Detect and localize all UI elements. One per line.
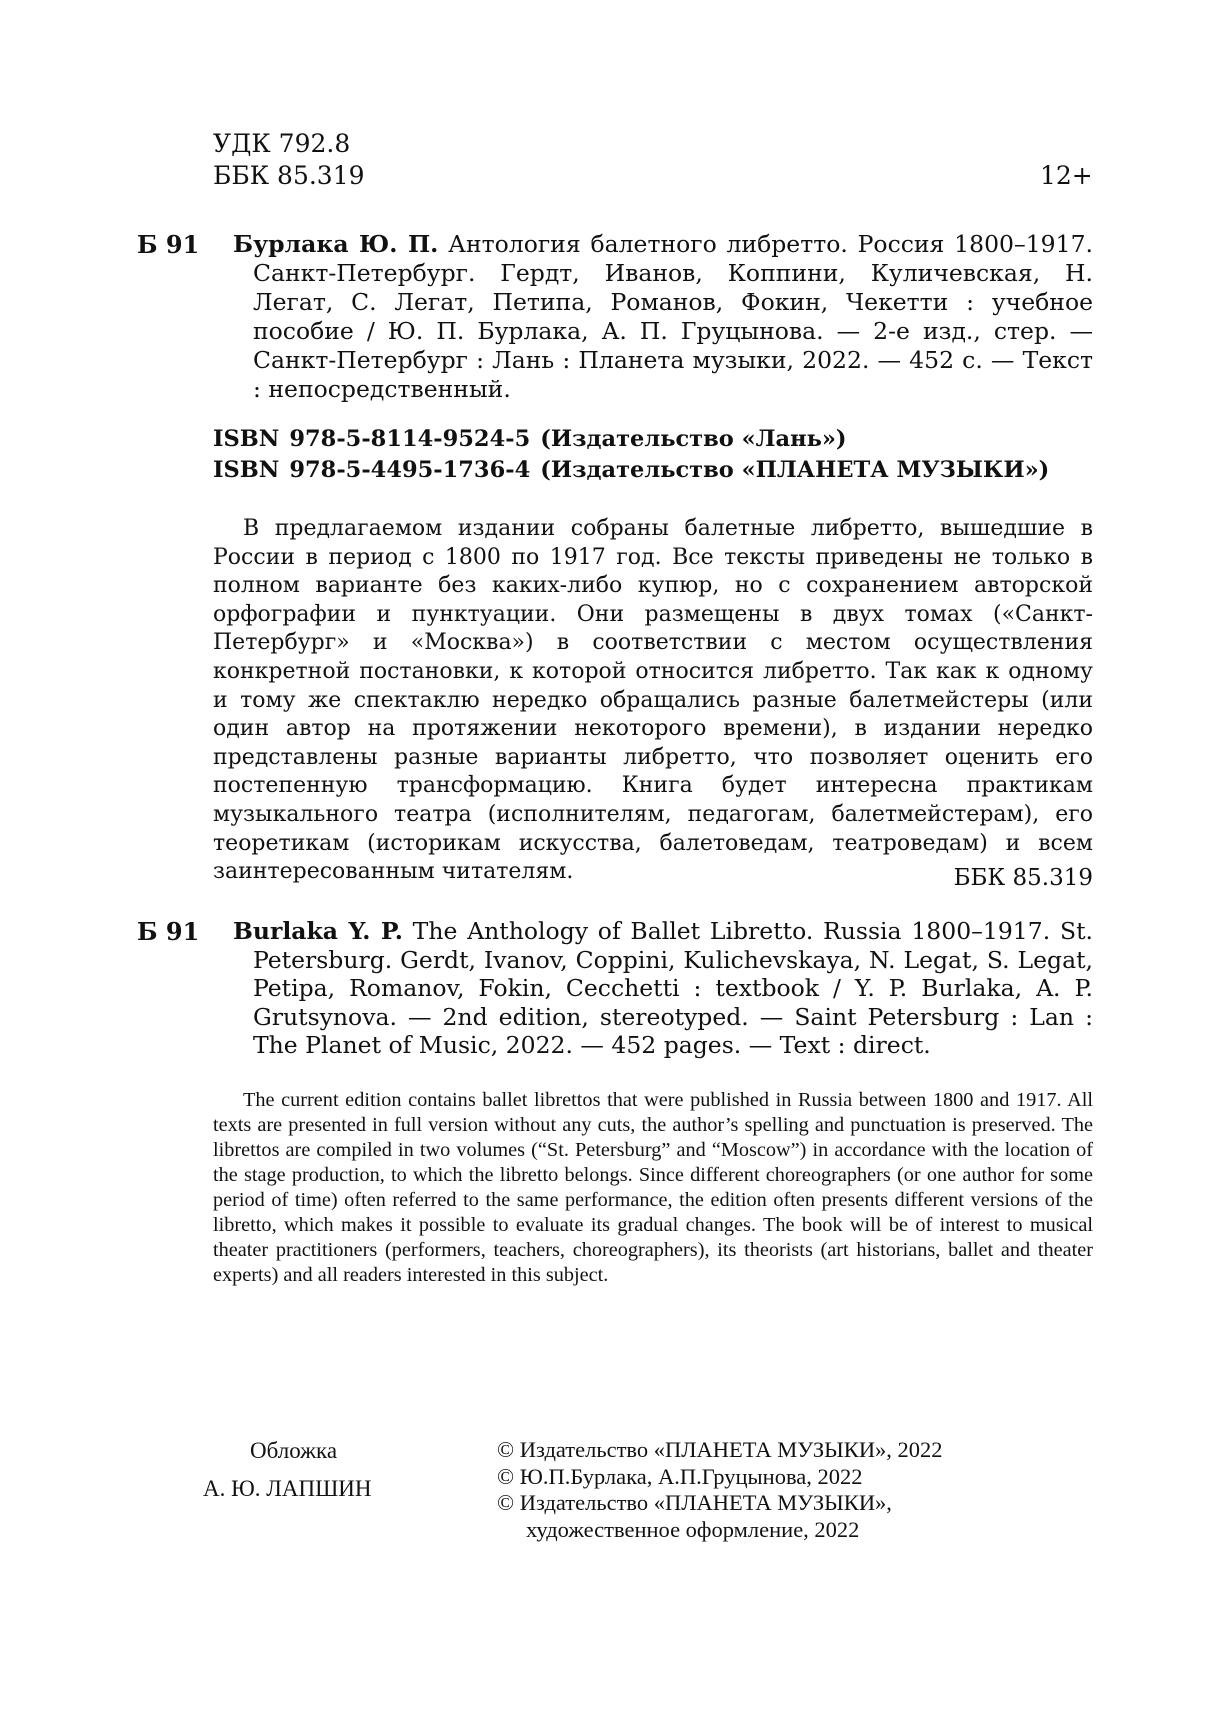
- cover-artist: А. Ю. ЛАПШИН: [203, 1476, 372, 1501]
- author-sign-en: Б 91: [137, 917, 200, 946]
- copyright-notices: [497, 1437, 943, 1543]
- author-sign-ru: Б 91: [137, 230, 200, 259]
- annotation-en: The current edition contains ballet librettos that were published in Russia between 1800 and 1917. All texts are presented in full version without any cuts, the author’s spelling and punctuation is preserved. The librettos are compiled in two volumes (“St. Petersburg” and “Moscow”) in accordance with the location of the stage production, to which the libretto belongs. Since different choreographers (or one author for some period of time) often referred to the same performance, the edition often presents different versions of the libretto, which makes it possible to evaluate its gradual changes. The book will be of interest to musical theater practitioners (performers, teachers, choreographers), its theorists (art historians, ballet and theater experts) and all readers interested in this subject.: [213, 1089, 1093, 1286]
- annotation-ru: В предлагаемом издании собраны балетные либретто, вышедшие в России в период с 1800 по 1917 год. Все тексты приведены не только в полном варианте без каких-либо купюр, но с сохранением авторской орфографии и пунктуации. Они размещены в двух томах («Санкт-Петербург» и «Москва») в соответствии с местом осуществления конкретной постановки, к которой относится либретто. Так как к одному и тому же спектаклю нередко обращались разные балетмейстеры (или один автор на протяжении некоторого времени), в издании нередко представлены разные варианты либретто, что позволяет оценить его постепенную трансформацию. Книга будет интересна практикам музыкального театра (исполнителям, педагогам, балетмейстерам), его теоретикам (историкам искусства, балетоведам, театроведам) и всем заинтересованным читателям.: [213, 516, 1093, 885]
- isbn-line: [213, 424, 1049, 455]
- bbk-code: ББК 85.319: [213, 161, 365, 190]
- cover-label: Обложка: [250, 1438, 338, 1463]
- copyright-line: © Издательство «ПЛАНЕТА МУЗЫКИ», 2022: [497, 1437, 943, 1462]
- bibliographic-entry-en: [233, 917, 1093, 1060]
- copyright-line: © Ю.П.Бурлака, А.П.Груцынова, 2022: [497, 1463, 863, 1489]
- isbn-label: ISBN: [213, 457, 280, 483]
- isbn-line: [213, 455, 1049, 486]
- copyright-line: художественное оформление, 2022: [526, 1516, 860, 1542]
- copyright-line: © Издательство «ПЛАНЕТА МУЗЫКИ»,: [497, 1490, 892, 1515]
- entry-author-en: Burlaka Y. P.: [233, 917, 403, 945]
- age-rating: 12+: [1040, 161, 1093, 190]
- isbn-number: 978-5-8114-9524-5: [289, 426, 531, 452]
- isbn-publisher: (Издательство «Лань»): [540, 426, 847, 452]
- classification-codes: [213, 128, 365, 192]
- udk-code: УДК 792.8: [213, 129, 351, 158]
- entry-description-en: The Anthology of Ballet Libretto. Russia 1800–1917. St. Petersburg. Gerdt, Ivanov, Coppini, Kulichevskaya, N. Legat, S. Legat, Petipa, Romanov, Fokin, Cecchetti : textbook / Y. P. Burlaka, A. P. Grutsynova. — 2nd edition, stereotyped. — Saint Petersburg : Lan : The Planet of Music, 2022. — 452 pages. — Text : direct.: [253, 917, 1093, 1059]
- entry-description-ru: Антология балетного либретто. Россия 1800–1917. Санкт-Петербург. Гердт, Иванов, Коппини, Куличевская, Н. Легат, С. Легат, Петипа, Романов, Фокин, Чекетти : учебное пособие / Ю. П. Бурлака, А. П. Груцынова. — 2-е изд., стер. — Санкт-Петербург : Лань : Планета музыки, 2022. — 452 с. — Текст : непосредственный.: [253, 230, 1094, 403]
- bibliographic-entry-ru: [233, 230, 1093, 404]
- bbk-code-right: ББК 85.319: [953, 865, 1093, 891]
- isbn-list: [213, 424, 1049, 486]
- isbn-number: 978-5-4495-1736-4: [289, 457, 531, 483]
- isbn-publisher: (Издательство «ПЛАНЕТА МУЗЫКИ»): [540, 457, 1050, 483]
- isbn-label: ISBN: [213, 426, 280, 452]
- entry-author-ru: Бурлака Ю. П.: [233, 230, 439, 258]
